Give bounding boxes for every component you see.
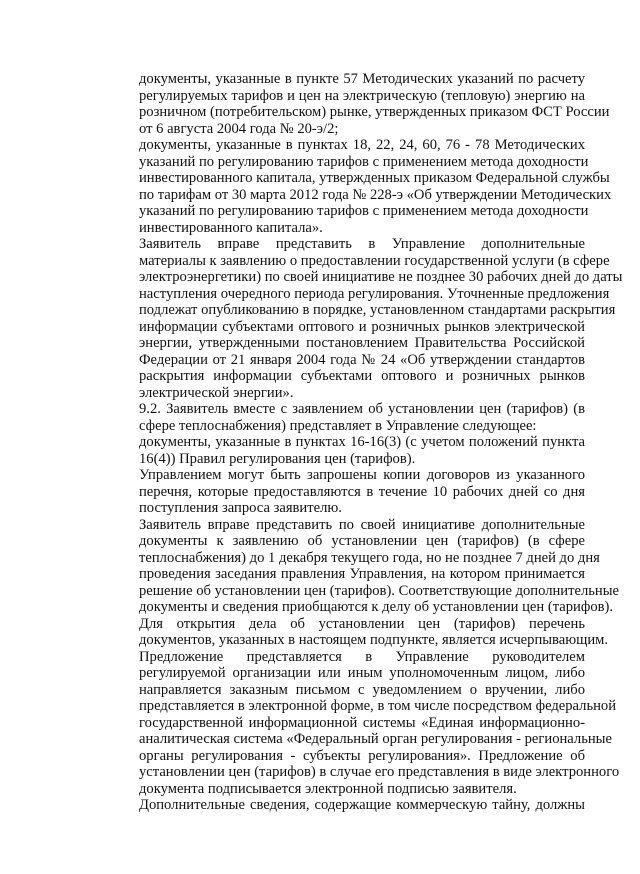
text-line: материалы к заявлению о предоставлении государственной услуги (в сфере [139,252,610,269]
text-line: представляется в электронной форме, в том числе посредством федеральной [139,698,617,714]
paragraph [103,467,585,517]
text-line: инвестированного капитала». [139,219,323,236]
text-line: Дополнительные сведения, содержащие коммерческую тайну, должны [139,797,585,813]
paragraph [103,137,612,236]
text-line: государственной информационной системы «Единая информационно- [139,714,585,731]
text-line: регулируемых тарифов и цен на электрическую (тепловую) энергию на [139,87,585,104]
text-line: установлении цен (тарифов) в случае его представления в виде электронного [139,764,620,780]
text-line: по тарифам от 30 марта 2012 года № 228-э «Об утверждении Методических [139,186,612,203]
text-line: поступления запроса заявителю. [139,500,342,516]
text-line: документы, указанные в пункте 57 Методических указаний по расчету [139,71,585,87]
paragraph [103,615,609,649]
paragraph [103,797,585,814]
text-line: информации субъектами оптового и розничных рынков электрической [139,318,585,335]
paragraph [103,648,620,798]
text-line: Федерации от 21 января 2004 года № 24 «Об утверждении стандартов [139,351,585,368]
text-line: проведения заседания правления Управления, на котором принимается [139,566,585,582]
text-line: документы и сведения приобщаются к делу об установлении цен (тарифов). [139,599,614,615]
text-line: документы к заявлению об установлении цен (тарифов) (в сфере [139,533,585,549]
text-line: электроэнергетики) по своей инициативе не позднее 30 рабочих дней до даты [139,269,623,285]
paragraph [103,516,619,616]
paragraph [103,236,623,401]
text-line: 16(4)) Правил регулирования цен (тарифов). [139,450,416,467]
text-line: Управлением могут быть запрошены копии договоров из указанного [139,467,585,483]
text-line: указаний по регулированию тарифов с применением метода доходности [139,203,589,219]
text-line: розничном (потребительском) рынке, утвержденных приказом ФСТ России [139,104,610,120]
text-line: инвестированного капитала, утвержденных приказом Федеральной службы [139,170,610,186]
document-body [103,71,623,814]
text-line: энергии, утвержденными постановлением Правительства Российской [139,335,585,351]
text-line: документов, указанных в настоящем подпункте, является исчерпывающим. [139,632,609,648]
text-line: сфере теплоснабжения) представляет в Управление следующее: [139,417,537,434]
text-line: документы, указанные в пунктах 16-16(3) (с учетом положений пункта [139,434,585,450]
text-line: подлежат опубликованию в порядке, установленном стандартами раскрытия [139,302,616,318]
text-line: наступления очередного периода регулирования. Уточненные предложения [139,285,610,302]
text-line: раскрытия информации субъектами оптового и розничных рынков [139,368,585,384]
text-line: органы регулирования - субъекты регулирования». Предложение об [139,747,585,764]
text-line: решение об установлении цен (тарифов). Соответствующие дополнительные [139,582,619,599]
paragraph [103,401,585,434]
text-line: документы, указанные в пунктах 18, 22, 24, 60, 76 - 78 Методических [139,137,585,153]
text-line: указаний по регулированию тарифов с применением метода доходности [139,153,589,170]
text-line: документа подписывается электронной подписью заявителя. [139,780,517,797]
text-line: теплоснабжения) до 1 декабря текущего года, но не позднее 7 дней до дня [139,549,600,566]
text-line: 9.2. Заявитель вместе с заявлением об установлении цен (тарифов) (в [139,401,585,417]
text-line: от 6 августа 2004 года № 20-э/2; [139,120,339,137]
text-line: аналитическая система «Федеральный орган регулирования - региональные [139,731,612,747]
text-line: Заявитель вправе представить по своей инициативе дополнительные [139,516,585,533]
paragraph [103,434,585,467]
text-line: электрической энергии». [139,384,294,401]
text-line: Заявитель вправе представить в Управление дополнительные [139,236,585,252]
text-line: направляется заказным письмом с уведомлением о вручении, либо [139,681,585,698]
text-line: регулируемой организации или иным уполномоченным лицом, либо [139,665,585,681]
text-line: перечня, которые предоставляются в течение 10 рабочих дней со дня [139,483,585,500]
text-line: Предложение представляется в Управление руководителем [139,648,585,665]
paragraph [103,71,610,137]
text-line: Для открытия дела об установлении цен (тарифов) перечень [139,615,585,632]
